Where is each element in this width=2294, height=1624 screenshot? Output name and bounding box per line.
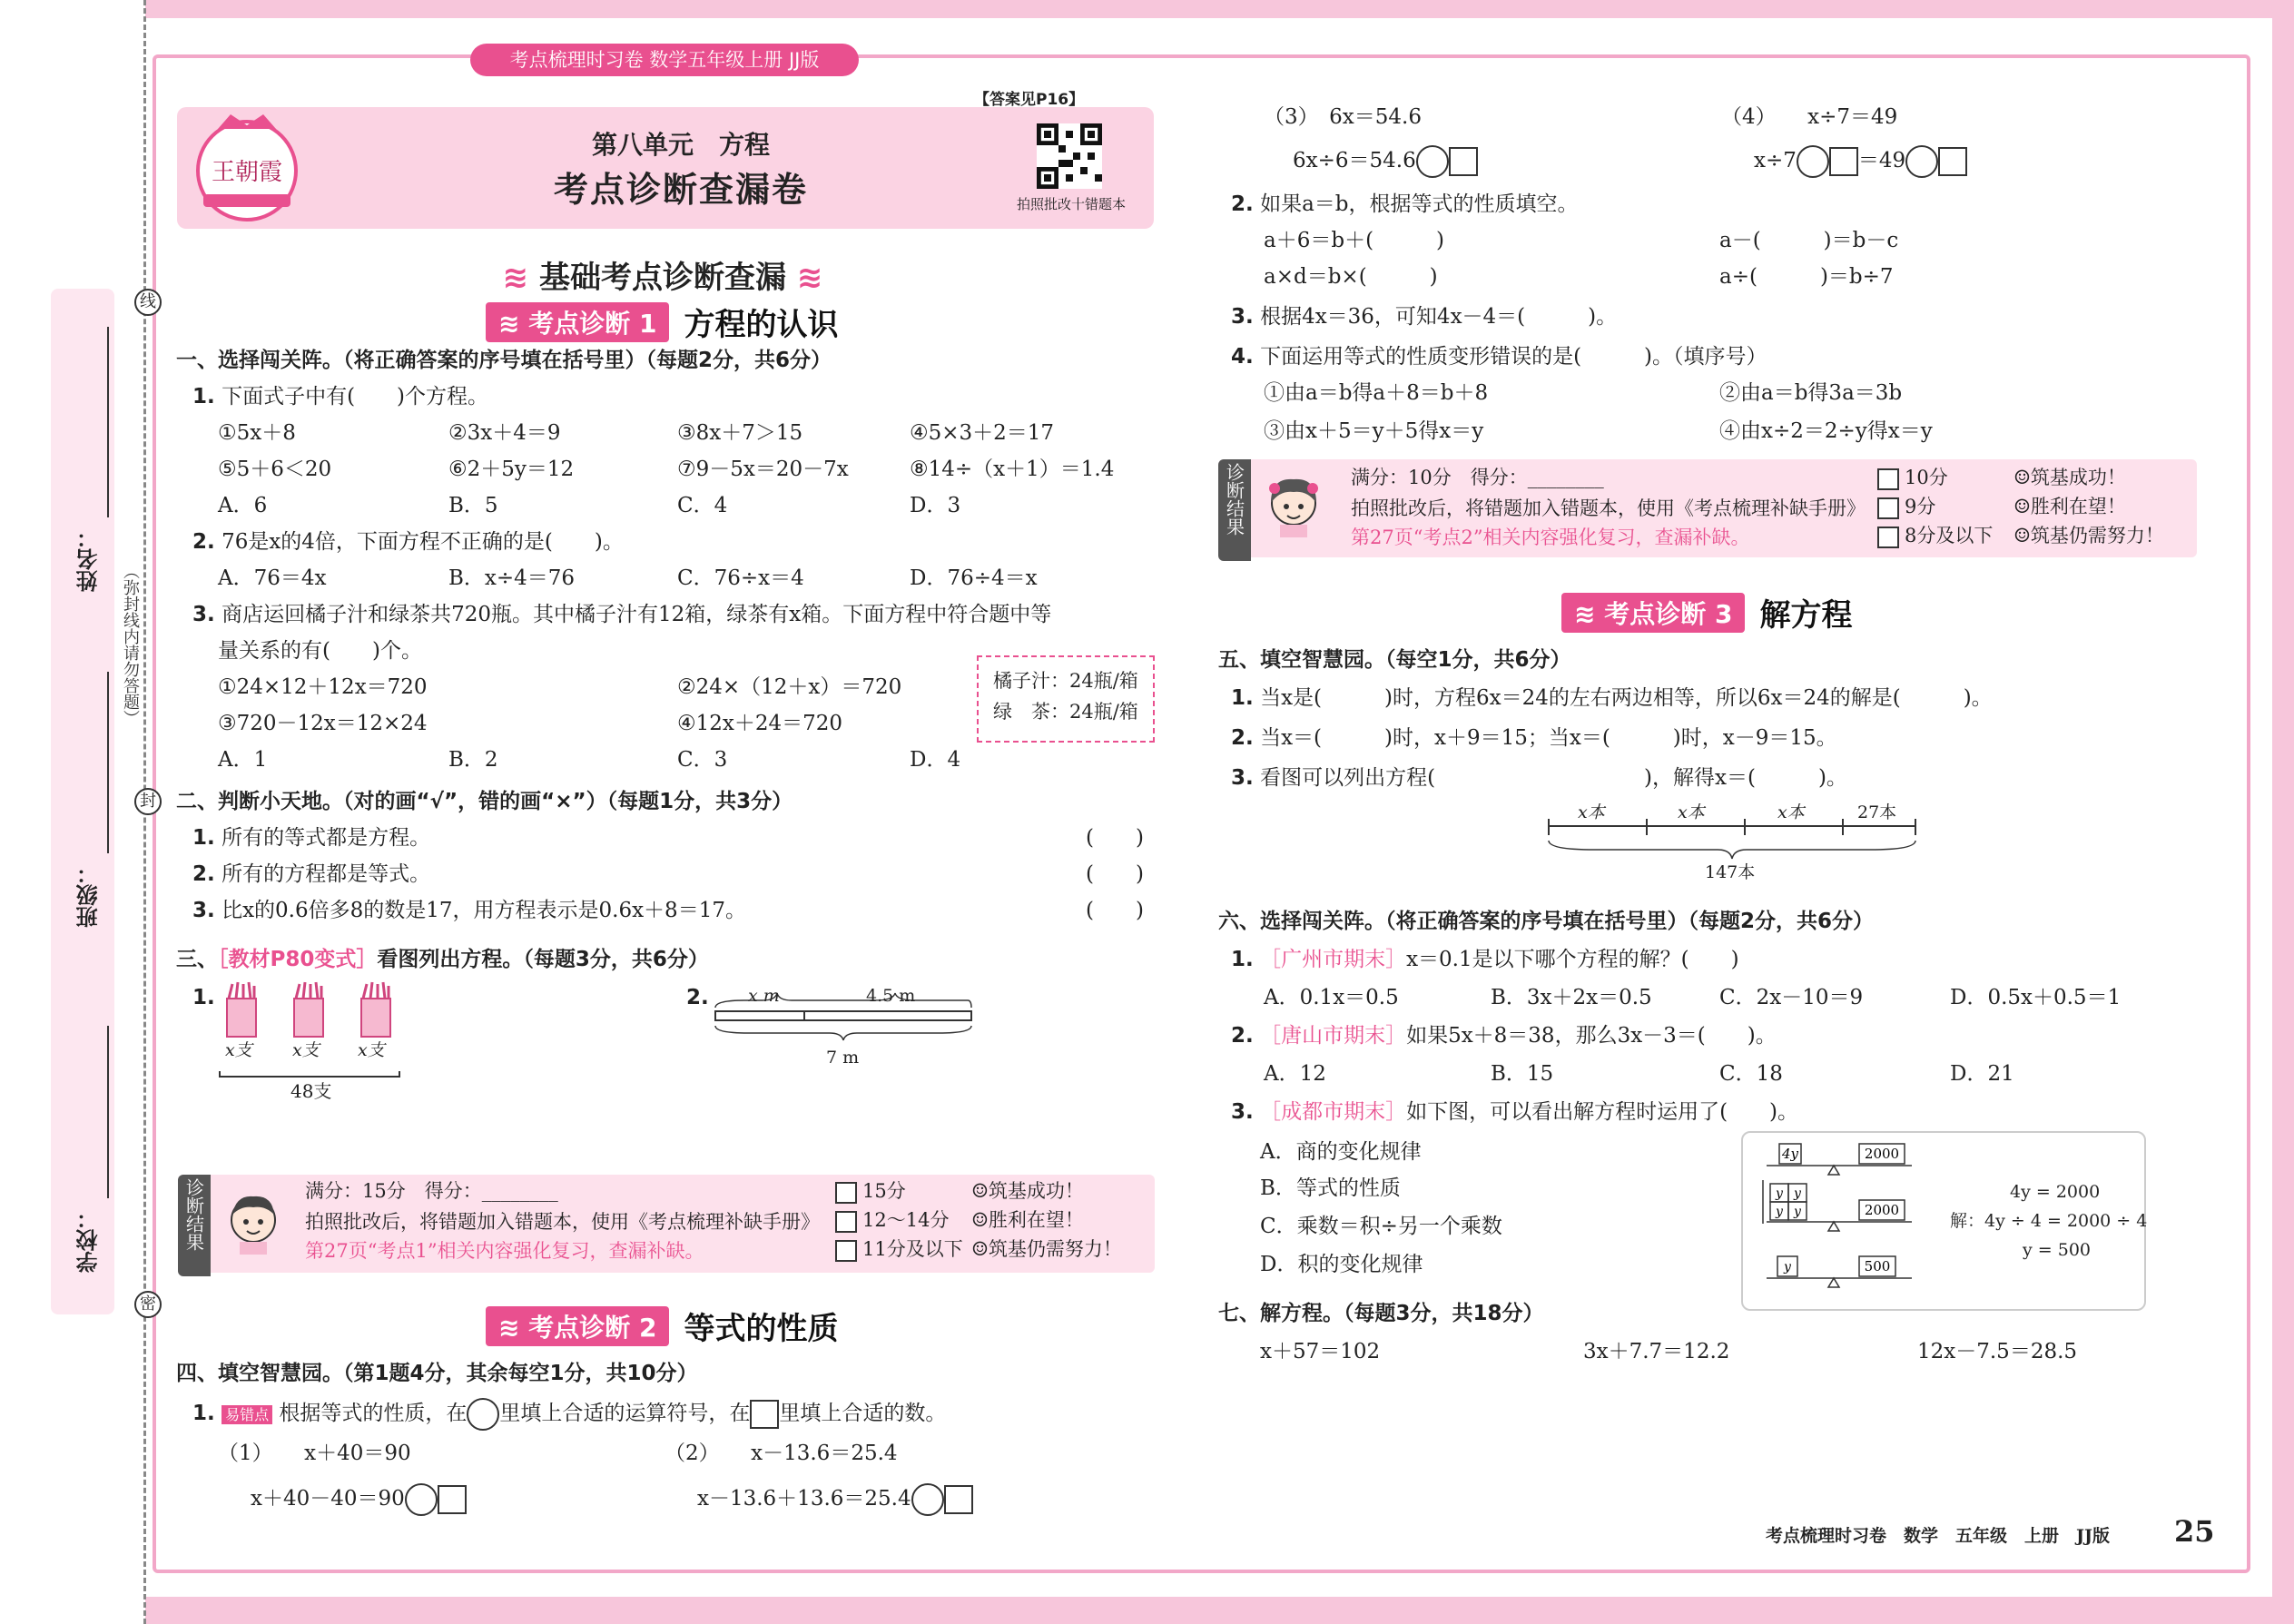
answer-choice[interactable]: B．5 [448, 494, 498, 517]
fig3-label: x本 [1678, 802, 1705, 822]
answer-choice[interactable]: A．6 [218, 494, 268, 517]
answer-choice[interactable]: A．12 [1264, 1062, 1326, 1086]
equation: 6x÷6＝54.6 [1293, 149, 1416, 172]
q4-1-part2-work [697, 1483, 973, 1516]
boy-avatar-icon [223, 1189, 283, 1255]
page-title: 考点诊断查漏卷 [553, 170, 808, 210]
msg-success [2013, 467, 2126, 489]
diagnosis-3-header [1561, 590, 1852, 635]
answer-bracket[interactable]: ( ) [1086, 826, 1144, 850]
msg-text: 筑基仍需努力！ [2030, 525, 2164, 546]
fig3-label: x本 [1578, 802, 1605, 822]
msg-text: 胜利在望！ [988, 1209, 1084, 1231]
result-side-text: 诊断结果 [1223, 463, 1245, 536]
q1-heading: 一、选择闯关阵。（将正确答案的序号填在括号里）（每题2分，共6分） [176, 349, 832, 372]
scale-label: y [1776, 1186, 1783, 1201]
q4-1-part2: （2） x－13.6＝25.4 [665, 1442, 898, 1465]
q4-1-text: 里填上合适的数。 [779, 1402, 947, 1425]
book-tab: 考点梳理时习卷 数学五年级上册 JJ版 [470, 44, 859, 76]
option: ①由a＝b得a＋8＝b＋8 [1264, 381, 1489, 405]
balance-scales-icon [1757, 1140, 1939, 1304]
diagnosis-1-header [486, 300, 838, 344]
section-title [472, 252, 853, 297]
level-8-below[interactable] [1877, 525, 1993, 548]
option: ①5x＋8 [218, 421, 296, 445]
qr-code-icon[interactable] [1037, 123, 1102, 189]
diagnosis-3-pill-text: 考点诊断 3 [1604, 598, 1733, 629]
diagnosis-1-pill-text: 考点诊断 1 [528, 308, 657, 339]
option: ③720－12x＝12×24 [218, 712, 428, 735]
school-line[interactable] [107, 1026, 109, 1198]
score-line[interactable]: 满分：15分 得分：________ [305, 1180, 558, 1202]
blank-circle[interactable] [1797, 145, 1829, 178]
msg-success [971, 1180, 1084, 1203]
answer-choice[interactable]: A．0.1x＝0.5 [1264, 986, 1399, 1009]
binding-char-line: 线 [134, 289, 162, 316]
answer-choice[interactable]: B．x÷4＝76 [448, 566, 576, 590]
result-side-label [178, 1175, 211, 1276]
option: ④5×3＋2＝17 [910, 421, 1055, 445]
answer-choice[interactable]: C．2x－10＝9 [1719, 986, 1864, 1009]
q4-3: 3. 根据4x＝36，可知4x－4＝( )。 [1231, 305, 1618, 329]
option: ③8x＋7＞15 [677, 421, 803, 445]
q1-3: 3. 商店运回橘子汁和绿茶共720瓶。其中橘子汁有12箱，绿茶有x箱。下面方程中符合题中等 [192, 603, 1052, 626]
smile-icon: ☺ [2013, 525, 2031, 546]
error-prone-tag: 易错点 [222, 1405, 272, 1424]
answer-choice[interactable]: A．76＝4x [218, 566, 327, 590]
exam-tag: ［成都市期末］ [1260, 1100, 1407, 1124]
q2-heading: 二、判断小天地。（对的画“√”，错的画“×”）（每题1分，共3分） [176, 790, 793, 813]
q6-3-text: 如下图，可以看出解方程时运用了( )。 [1406, 1100, 1799, 1124]
option: ④由x÷2＝2÷y得x＝y [1719, 419, 1933, 443]
answer-choice[interactable]: D．76÷4＝x [910, 566, 1038, 590]
q5-2-text: 当x＝( )时，x＋9＝15；当x＝( )时，x－9＝15。 [1260, 726, 1837, 750]
equation-to-solve: 12x－7.5＝28.5 [1917, 1340, 2078, 1363]
diagnosis-2-pill: ≋ 考点诊断 2 [486, 1306, 669, 1346]
answer-choice[interactable]: B．15 [1491, 1062, 1554, 1086]
name-line[interactable] [107, 327, 109, 517]
q1-1-text: 下面式子中有( )个方程。 [222, 385, 489, 408]
q2-2: 2. 所有的方程都是等式。 [192, 862, 431, 886]
answer-choice[interactable]: D．积的变化规律 [1260, 1253, 1423, 1276]
checkbox[interactable] [835, 1182, 857, 1204]
msg-text: 筑基成功！ [988, 1180, 1084, 1202]
result-instruction: 拍照批改后，将错题加入错题本，使用《考点梳理补缺手册》 [305, 1211, 820, 1233]
qr-caption: 拍照批改十错题本 [1016, 196, 1126, 212]
option: ②3x＋4＝9 [448, 421, 561, 445]
msg-near [2013, 496, 2126, 518]
no-answer-warning: （弥封线内请勿答题） [121, 563, 140, 726]
smile-icon: ☺ [971, 1180, 989, 1202]
answer-choice[interactable]: A．1 [218, 748, 268, 772]
blank-square[interactable] [1829, 147, 1858, 176]
q1-3-text-cont: 量关系的有( )个。 [218, 639, 422, 663]
q4-2: 2. 如果a＝b，根据等式的性质填空。 [1231, 192, 1579, 216]
q5-3-text: 看图可以列出方程( )，解得x＝( )。 [1260, 766, 1847, 790]
fill-blank[interactable]: a＋6＝b＋( ) [1264, 229, 1445, 252]
q3-heading: 三、［教材P80变式］看图列出方程。（每题3分，共6分） [176, 948, 709, 971]
answer-choice[interactable]: B．2 [448, 748, 498, 772]
q4-1-part1: （1） x＋40＝90 [218, 1442, 411, 1465]
class-line[interactable] [107, 672, 109, 853]
level-label: 15分 [862, 1180, 906, 1202]
answer-choice[interactable]: D．4 [910, 748, 961, 772]
checkbox[interactable] [835, 1240, 857, 1262]
level-15[interactable] [835, 1180, 906, 1204]
answer-choice[interactable]: B．3x＋2x＝0.5 [1491, 986, 1652, 1009]
smile-icon: ☺ [971, 1238, 989, 1260]
q1-1: 1. 下面式子中有( )个方程。 [192, 385, 489, 408]
level-label: 9分 [1905, 496, 1936, 517]
msg-text: 胜利在望！ [2030, 496, 2126, 517]
name-label: 姓名： [76, 527, 102, 592]
diagnosis-3-title: 解方程 [1759, 597, 1853, 634]
logo-text: 王朝霞 [211, 159, 283, 186]
unit-title: 第八单元 方程 [591, 130, 770, 160]
level-11-below[interactable] [835, 1238, 963, 1262]
student-info-panel [51, 289, 114, 1314]
msg-effort [971, 1238, 1122, 1261]
q5-1-text: 当x是( )时，方程6x＝24的左右两边相等，所以6x＝24的解是( )。 [1260, 686, 1993, 710]
equation: x＋40－40＝90 [251, 1487, 405, 1511]
msg-near [971, 1209, 1084, 1232]
equation-to-solve: 3x＋7.7＝12.2 [1583, 1340, 1730, 1363]
option: ②由a＝b得3a＝3b [1719, 381, 1903, 405]
pencil-cup-icon [294, 982, 323, 1037]
fig2-number: 2. [686, 986, 709, 1009]
juice-note-box [977, 655, 1155, 743]
q2-1: 1. 所有的等式都是方程。 [192, 826, 431, 850]
scale-label: y [1794, 1186, 1801, 1201]
girl-avatar-icon [1264, 472, 1324, 537]
q4-1-part4-work [1754, 145, 1967, 178]
smile-icon: ☺ [2013, 467, 2031, 488]
diagnosis-2-pill-text: 考点诊断 2 [528, 1312, 657, 1343]
answer-reference: 【答案见P16】 [974, 91, 1085, 109]
q6-heading: 六、选择闯关阵。（将正确答案的序号填在括号里）（每题2分，共6分） [1218, 910, 1875, 933]
blank-circle[interactable] [1905, 145, 1938, 178]
section-title-text: 基础考点诊断查漏 [539, 260, 786, 296]
answer-bracket[interactable]: ( ) [1086, 899, 1144, 922]
q4-1-text: 根据等式的性质，在 [279, 1402, 468, 1425]
blank-circle[interactable] [911, 1483, 944, 1516]
pencil-cup-icon [227, 982, 256, 1037]
logo-icon [191, 111, 303, 225]
diagnosis-3-pill: ≋ 考点诊断 3 [1561, 593, 1745, 633]
scale-label: y [1794, 1205, 1801, 1219]
checkbox[interactable] [835, 1211, 857, 1233]
q5-heading: 五、填空智慧园。（每空1分，共6分） [1218, 648, 1571, 672]
result-instruction-2: 第27页“考点2”相关内容强化复习，查漏补缺。 [1351, 527, 1750, 548]
solution-line: 4y = 2000 [2010, 1182, 2101, 1202]
checkbox[interactable] [1877, 497, 1899, 519]
class-label: 班级： [76, 862, 102, 928]
fill-blank[interactable]: a÷( )＝b÷7 [1719, 265, 1894, 289]
fig3-label: x本 [1777, 802, 1805, 822]
option: ①24×12＋12x＝720 [218, 675, 428, 699]
q4-4: 4. 下面运用等式的性质变形错误的是( )。（填序号） [1231, 345, 1767, 369]
level-9[interactable] [1877, 496, 1935, 519]
blank-circle[interactable] [405, 1483, 438, 1516]
answer-choice[interactable]: D．21 [1950, 1062, 2014, 1086]
fig2-total: 7 m [826, 1048, 860, 1068]
q2-3-text: 比x的0.6倍多8的数是17，用方程表示是0.6x＋8＝17。 [222, 899, 746, 922]
answer-choice[interactable]: A．商的变化规律 [1260, 1140, 1422, 1164]
equation: ＝49 [1857, 149, 1906, 172]
tea-note: 绿 茶：24瓶/箱 [993, 701, 1138, 723]
result-instruction-2: 第27页“考点1”相关内容强化复习，查漏补缺。 [305, 1240, 704, 1262]
q2-1-text: 所有的等式都是方程。 [222, 826, 431, 850]
scale-label: y [1776, 1205, 1783, 1219]
binding-char-seal: 封 [134, 788, 162, 815]
answer-choice[interactable]: C．18 [1719, 1062, 1783, 1086]
level-label: 12～14分 [862, 1209, 950, 1231]
smile-icon: ☺ [2013, 496, 2031, 517]
answer-choice[interactable]: C．4 [677, 494, 728, 517]
q2-2-text: 所有的方程都是等式。 [222, 862, 431, 886]
q2-3: 3. 比x的0.6倍多8的数是17，用方程表示是0.6x＋8＝17。 [192, 899, 746, 922]
exam-tag: ［广州市期末］ [1260, 948, 1407, 971]
q6-2-text: 如果5x＋8＝38，那么3x－3＝( )。 [1406, 1024, 1777, 1048]
diagnosis-2-title: 等式的性质 [684, 1311, 839, 1347]
q5-1: 1. 当x是( )时，方程6x＝24的左右两边相等，所以6x＝24的解是( )。 [1231, 686, 1993, 710]
result-side-label [1218, 459, 1251, 561]
juice-note: 橘子汁：24瓶/箱 [993, 670, 1138, 692]
fig1-total: 48支 [290, 1080, 332, 1102]
top-border [141, 0, 2294, 18]
q4-4-text: 下面运用等式的性质变形错误的是( )。（填序号） [1260, 345, 1767, 369]
fill-blank[interactable]: a－( )＝b－c [1719, 229, 1899, 252]
level-label: 8分及以下 [1905, 525, 1994, 546]
binding-char-secret: 密 [134, 1291, 162, 1318]
blank-square[interactable] [750, 1400, 779, 1429]
scale-label: 2000 [1864, 1202, 1900, 1218]
fig3-total: 147本 [1705, 862, 1756, 882]
msg-text: 筑基成功！ [2030, 467, 2126, 488]
blank-square[interactable] [1938, 147, 1967, 176]
score-line[interactable]: 满分：10分 得分：________ [1351, 467, 1604, 488]
bottom-border [141, 1597, 2294, 1624]
option: ⑧14÷（x＋1）＝1.4 [910, 458, 1115, 481]
q5-3: 3. 看图可以列出方程( )，解得x＝( )。 [1231, 766, 1847, 790]
option: ⑦9－5x＝20－7x [677, 458, 849, 481]
result-instruction: 拍照批改后，将错题加入错题本，使用《考点梳理补缺手册》 [1351, 497, 1866, 519]
answer-choice[interactable]: D．0.5x＋0.5＝1 [1950, 986, 2122, 1009]
q1-3-text: 商店运回橘子汁和绿茶共720瓶。其中橘子汁有12箱，绿茶有x箱。下面方程中符合题中等 [222, 603, 1052, 626]
q7-heading: 七、解方程。（每题3分，共18分） [1218, 1302, 1544, 1325]
option: ⑥2＋5y＝12 [448, 458, 575, 481]
answer-choice[interactable]: B．等式的性质 [1260, 1176, 1401, 1200]
solution-line: y = 500 [2023, 1240, 2091, 1260]
q5-2: 2. 当x＝( )时，x＋9＝15；当x＝( )时，x－9＝15。 [1231, 726, 1837, 750]
answer-choice[interactable]: C．乘数＝积÷另一个乘数 [1260, 1215, 1502, 1238]
q6-3: 3. ［成都市期末］如下图，可以看出解方程时运用了( )。 [1231, 1100, 1799, 1124]
equation: x÷7 [1754, 149, 1797, 172]
q6-1-text: x＝0.1是以下哪个方程的解？( ) [1406, 948, 1739, 971]
q4-1-text: 里填上合适的运算符号，在 [499, 1402, 751, 1425]
fig1-label: x支 [225, 1040, 252, 1060]
scale-label: 4y [1781, 1146, 1799, 1162]
wave-icon: ≋ [796, 260, 823, 296]
msg-effort [2013, 525, 2164, 547]
blank-square[interactable] [1449, 147, 1478, 176]
smile-icon: ☺ [971, 1209, 989, 1231]
checkbox[interactable] [1877, 527, 1899, 548]
textbook-tag: ［教材P80变式］ [218, 948, 378, 971]
option: ③由x＋5＝y＋5得x＝y [1264, 419, 1484, 443]
fill-blank[interactable]: a×d＝b×( ) [1264, 265, 1438, 289]
msg-text: 筑基仍需努力！ [988, 1238, 1122, 1260]
result-side-text: 诊断结果 [182, 1178, 205, 1251]
equation: x－13.6＋13.6＝25.4 [697, 1487, 911, 1511]
q6-2: 2. ［唐山市期末］如果5x＋8＝38，那么3x－3＝( )。 [1231, 1024, 1777, 1048]
level-12-14[interactable] [835, 1209, 949, 1233]
q4-1-part4: （4） x÷7＝49 [1721, 105, 1898, 129]
q3-heading-text: 看图列出方程。（每题3分，共6分） [377, 948, 709, 971]
q4-1-part1-work [251, 1483, 467, 1516]
right-border [2272, 0, 2294, 1624]
wave-icon: ≋ [502, 260, 529, 296]
scale-label: 500 [1864, 1258, 1891, 1275]
q6-1: 1. ［广州市期末］x＝0.1是以下哪个方程的解？( ) [1231, 948, 1739, 971]
blank-square[interactable] [438, 1485, 467, 1514]
blank-circle[interactable] [1416, 145, 1449, 178]
solution-line: 解：4y ÷ 4 = 2000 ÷ 4 [1950, 1211, 2148, 1231]
fig1-label: x支 [292, 1040, 320, 1060]
level-label: 10分 [1905, 467, 1948, 488]
level-label: 11分及以下 [862, 1238, 963, 1260]
q1-2-text: 76是x的4倍，下面方程不正确的是( )。 [222, 530, 624, 554]
diagnosis-1-title: 方程的认识 [684, 307, 839, 343]
answer-choice[interactable]: C．76÷x＝4 [677, 566, 804, 590]
answer-choice[interactable]: D．3 [910, 494, 961, 517]
diagnosis-2-header [486, 1304, 838, 1348]
option: ⑤5＋6＜20 [218, 458, 332, 481]
checkbox[interactable] [1877, 468, 1899, 490]
scale-label: y [1784, 1260, 1791, 1275]
equation-to-solve: x＋57＝102 [1260, 1340, 1381, 1363]
q4-1: 1. 易错点 根据等式的性质，在 里填上合适的运算符号，在 里填上合适的数。 [192, 1398, 946, 1431]
binding-strip [0, 0, 156, 1624]
diagnosis-1-pill: ≋ 考点诊断 1 [486, 302, 669, 342]
fig1-label: x支 [358, 1040, 385, 1060]
q1-2: 2. 76是x的4倍，下面方程不正确的是( )。 [192, 530, 624, 554]
fig2-label: x m [748, 986, 780, 1006]
fig2-label: 4.5 m [866, 986, 916, 1006]
blank-circle[interactable] [467, 1398, 499, 1431]
level-10[interactable] [1877, 467, 1948, 490]
blank-square[interactable] [944, 1485, 973, 1514]
pencil-cup-icon [361, 982, 390, 1037]
answer-bracket[interactable]: ( ) [1086, 862, 1144, 886]
school-label: 学校： [76, 1207, 102, 1273]
q4-3-text: 根据4x＝36，可知4x－4＝( )。 [1260, 305, 1618, 329]
q4-1-part3-work [1293, 145, 1478, 178]
footer-text: 考点梳理时习卷 数学 五年级 上册 JJ版 [1766, 1526, 2110, 1546]
option: ④12x＋24＝720 [677, 712, 843, 735]
q4-heading: 四、填空智慧园。（第1题4分，其余每空1分，共10分） [176, 1362, 698, 1385]
q4-1-part3: （3） 6x＝54.6 [1264, 105, 1422, 129]
page-number: 25 [2174, 1514, 2215, 1549]
option: ②24×（12＋x）＝720 [677, 675, 902, 699]
exam-tag: ［唐山市期末］ [1260, 1024, 1407, 1048]
answer-choice[interactable]: C．3 [677, 748, 728, 772]
fig3-label: 27本 [1857, 802, 1897, 822]
fig1-number: 1. [192, 986, 215, 1009]
scale-label: 2000 [1864, 1146, 1900, 1162]
q4-2-text: 如果a＝b，根据等式的性质填空。 [1260, 192, 1579, 216]
